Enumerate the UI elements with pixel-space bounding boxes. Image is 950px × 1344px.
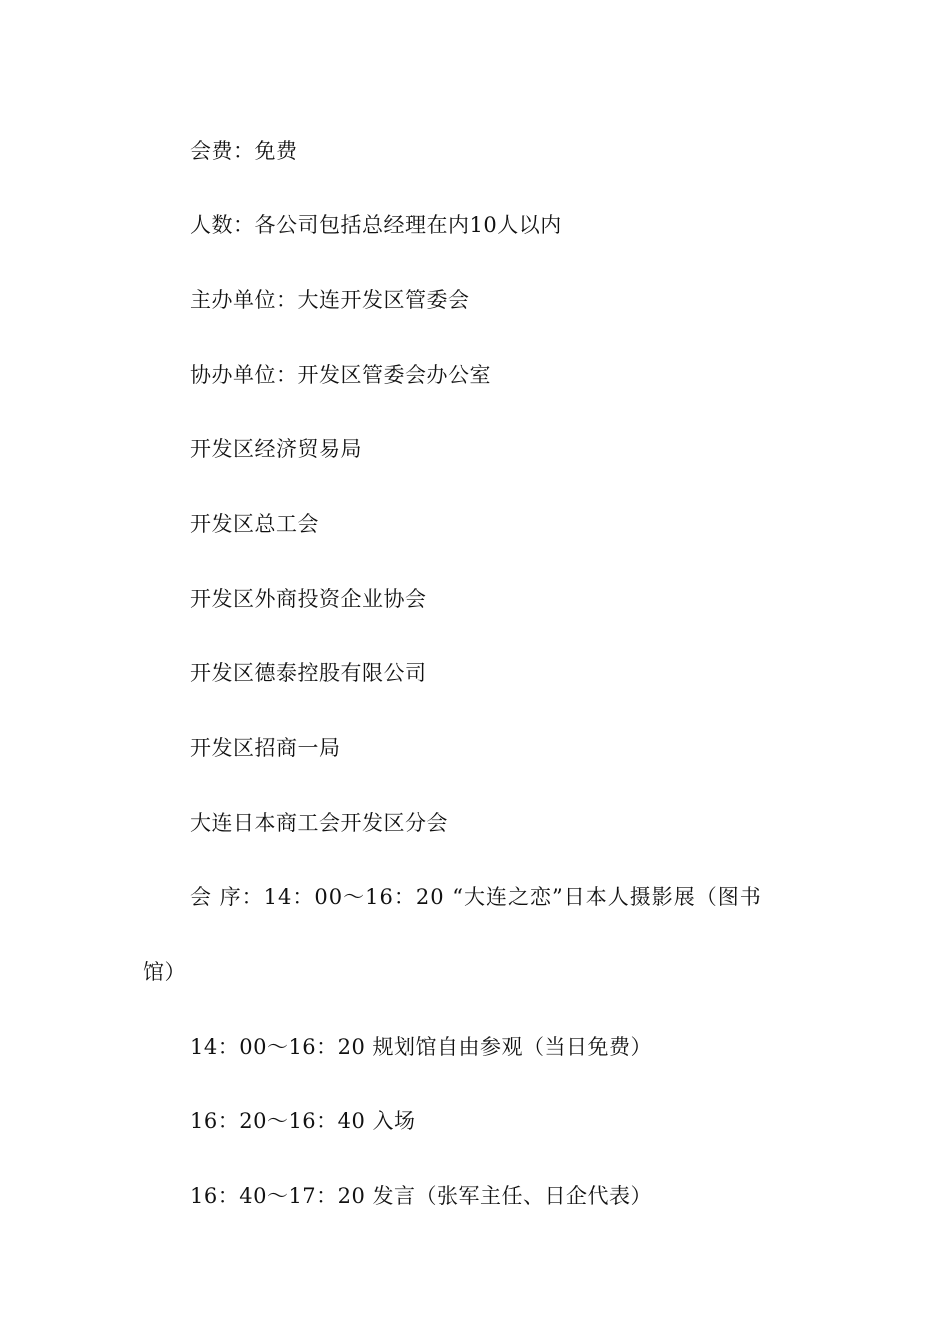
co-organizer-line: 协办单位：开发区管委会办公室 [190,363,491,387]
co-organizer-item: 开发区招商一局 [190,736,341,760]
agenda-item: 14：00～16：20 规划馆自由参观（当日免费） [190,1035,653,1059]
fee-line: 会费：免费 [190,139,298,163]
co-organizer-item: 开发区总工会 [190,512,319,536]
co-organizer-item: 开发区经济贸易局 [190,437,362,461]
organizer-line: 主办单位：大连开发区管委会 [190,288,470,312]
attendees-line: 人数：各公司包括总经理在内10人以内 [190,213,562,237]
co-organizer-item: 大连日本商工会开发区分会 [190,811,448,835]
agenda-item: 16：40～17：20 发言（张军主任、日企代表） [190,1184,653,1208]
agenda-item: 16：20～16：40 入场 [190,1109,416,1133]
agenda-line-continuation: 馆） [143,960,186,984]
agenda-line: 会 序：14：00～16：20 “大连之恋”日本人摄影展（图书 [190,885,762,909]
co-organizer-item: 开发区外商投资企业协会 [190,587,427,611]
co-organizer-item: 开发区德泰控股有限公司 [190,661,427,685]
